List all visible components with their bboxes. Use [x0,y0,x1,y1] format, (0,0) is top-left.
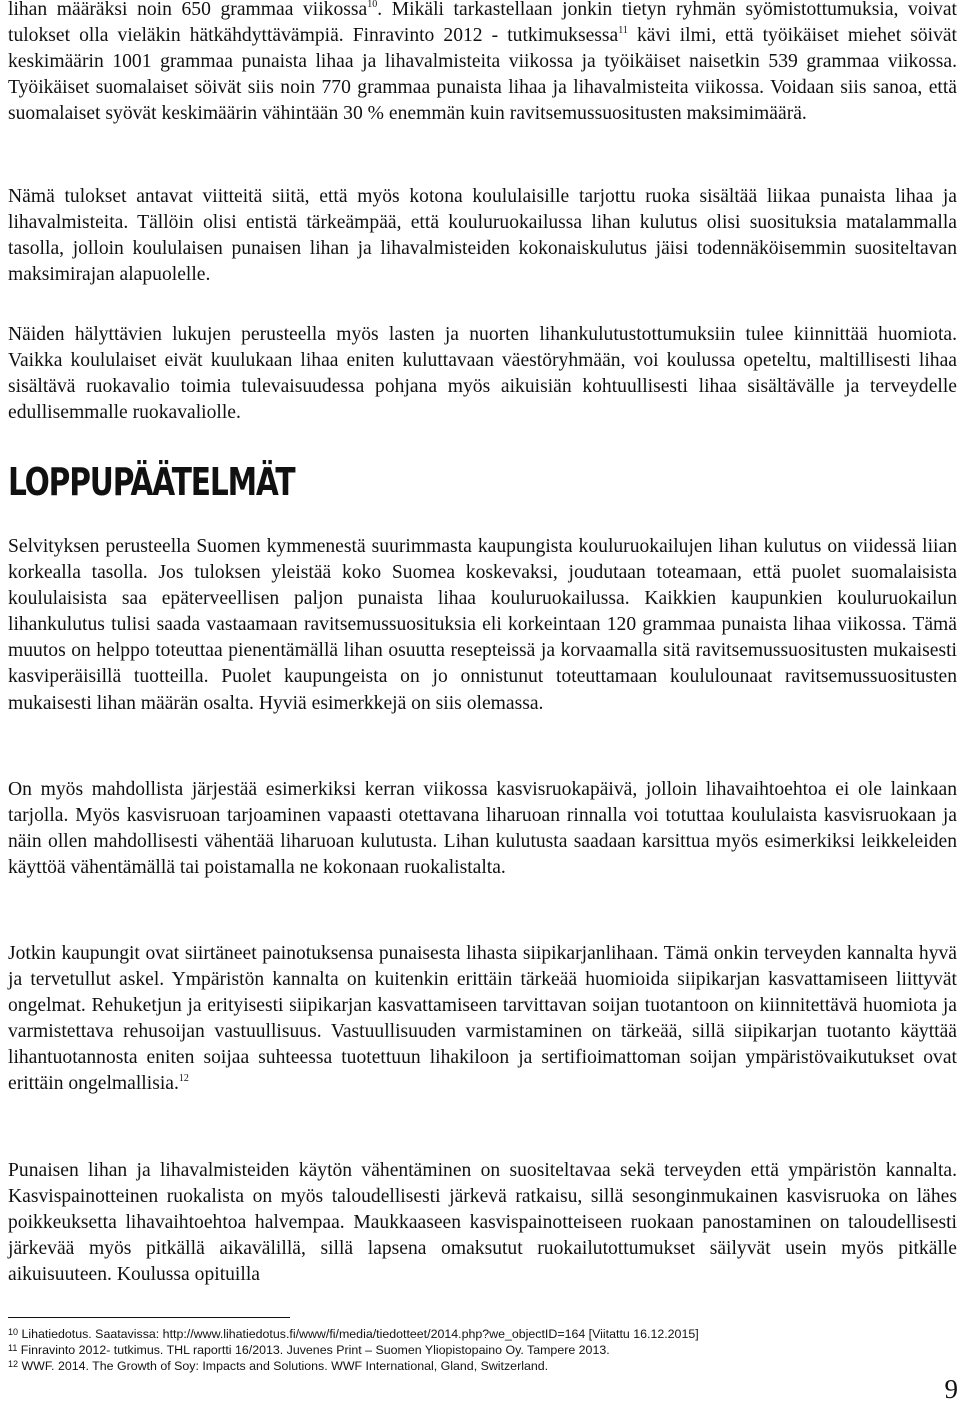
body-paragraph-poultry-soy [8,941,957,1098]
body-paragraph-home-food: Nämä tulokset antavat viitteitä siitä, että myös kotona koululaisille tarjottu ruoka sisältää liikaa punaista lihaa ja lihavalmisteita. Tällöin olisi entistä tärkeämpää, että kouluruokailussa lihan kulutus olisi suosituksia matalammalla tasolla, jolloin koululaisen punaisen lihan ja lihavalmisteiden kokonaiskulutus jäisi todennäköisemmin suositeltavan maksimirajan alapuolelle. [8,186,957,286]
paragraph-text: kävi ilmi, että työikäiset miehet söivät keskimäärin 1001 grammaa punaista lihaa ja lihavalmisteita viikossa ja työikäiset naisetkin 539 grammaa viikossa. Työikäiset suomalaiset söivät siis noin 770 grammaa punaista lihaa ja lihavalmisteita viikossa. Voidaan siis sanoa, että suomalaiset syövät keskimäärin vähintään 30 % enemmän kuin ravitsemussuositusten maksimimäärä. [8,25,958,125]
footnotes [8,1326,957,1375]
footnote-text: WWF. 2014. The Growth of Soy: Impacts and Solutions. WWF International, Gland, Switzerland. [21,1359,549,1374]
paragraph-text: Jotkin kaupungit ovat siirtäneet painotuksensa punaisesta lihasta siipikarjanlihaan. Tämä onkin terveyden kannalta hyvä ja tervetullut askel. Ympäristön kannalta on kuitenkin erittäin tärkeää huomioida siipikarjan kasvattamiseen liittyvät ongelmat. Rehuketjun ja erityisesti siipikarjan kasvattamiseen tarvittavan soijan tuotantoon on kiinnitettävä huomiota ja varmistettava rehusoijan vastuullisuus. Vastuullisuuden varmistaminen on tärkeää, sillä siipikarjan tuotanto käyttää lihantuotannosta eniten soijaa suhteessa tuotettuun lihakiloon ja sertifioimattoman soijan ympäristövaikutukset ovat erittäin ongelmallisia. [8,943,957,1095]
body-paragraph-vegetarian-day: On myös mahdollista järjestää esimerkiksi kerran viikossa kasvisruokapäivä, jolloin lihavaihtoehtoa ei ole lainkaan tarjolla. Myös kasvisruoan tarjoaminen vapaasti otettavana liharuoan rinnalla voi totuttaa koululaista kasvisruokaan ja näin ollen mahdollisesti vähentää liharuoan kulutusta. Lihan kulutusta saadaan karsittua myös esimerkiksi leikkeleiden käyttöä vähentämällä tai poistamalla ne kokonaan ruokalistalta. [8,779,957,879]
footnote-text: Finravinto 2012- tutkimus. THL raportti 16/2013. Juvenes Print – Suomen Yliopistopaino Oy. Tampere 2013. [20,1343,610,1358]
footnote-number: 10 [8,1327,19,1337]
footnote [8,1358,957,1374]
body-paragraph-conclusion: Punaisen lihan ja lihavalmisteiden käytön vähentäminen on suositeltavaa sekä terveyden että ympäristön kannalta. Kasvispainotteinen ruokalista on myös taloudellisesti järkevä ratkaisu, sillä sesonginmukainen kasvisruoka on lähes poikkeuksetta lihavaihtoehtoa halvempaa. Maukkaaseen kasvispainotteiseen ruokaan panostaminen on taloudellisesti järkevää myös pitkällä aikavälillä, sillä lapsena omaksutut ruokailutottumukset säilyvät usein myös pitkälle aikuisuuteen. Koulussa opituilla [8,1160,957,1286]
paragraph-text: . Mikäli tarkastellaan jonkin tietyn ryhmän syömistottumuksia, voivat tulokset olla vieläkin hätkähdyttävämpiä. Finravinto 2012 - tutkimuksessa [8,0,957,47]
footnote [8,1342,957,1358]
footnote-number: 11 [8,1343,18,1354]
body-paragraph-children-habits: Näiden hälyttävien lukujen perusteella myös lasten ja nuorten lihankulutustottumuksiin tulee kiinnittää huomiota. Vaikka koululaiset eivät kuulukaan lihaa eniten kuluttavaan väestöryhmään, voi koulussa opeteltu, maltillisesti lihaa sisältävä ruokavalio toimia tulevaisuudessa pohjana myös aikuisiän kohtuullisesti lihaa sisältävälle ja terveydelle edullisemmalle ruokavaliolle. [8,324,957,424]
body-paragraph-meat-consumption [8,0,957,127]
paragraph-text: lihan määräksi noin 650 grammaa viikossa [8,0,368,20]
footnote-reference: 10 [367,0,378,10]
footnote [8,1326,957,1342]
footnote-reference: 11 [618,25,628,37]
page-number: 9 [944,1374,958,1404]
footnote-text: Lihatiedotus. Saatavissa: http://www.lihatiedotus.fi/www/fi/media/tiedotteet/2014.php?we_objectID=164 [Viitattu 16.12.2015] [21,1327,699,1341]
footnote-divider [8,1317,290,1318]
footnote-reference: 12 [178,1073,189,1085]
body-paragraph-survey-results: Selvityksen perusteella Suomen kymmenestä suurimmasta kaupungista kouluruokailujen lihan kulutus on viidessä liian korkealla tasolla. Jos tuloksen yleistää koko Suomea koskevaksi, joudutaan toteamaan, että puolet suomalaisista koululaisista saa epäterveellisen paljon punaista lihaa kouluruokailussa. Kaikkien kaupunkien kouluruokailun lihankulutus tulisi saada vastaamaan ravitsemussuosituksia eli korkeintaan 120 grammaa punaista lihaa viikossa. Tämä muutos on helppo toteuttaa pienentämällä lihan osuutta resepteissä ja korvaamalla sitä ravitsemussuositusten mukaisesti kasviperäisillä tuotteilla. Puolet kaupungeista on jo onnistunut toteuttamaan koululounaat ravitsemussuositusten mukaisesti lihan määrän osalta. Hyviä esimerkkejä on siis olemassa. [8,536,957,714]
footnote-number: 12 [8,1359,19,1370]
section-heading: LOPPUPÄÄTELMÄT [8,460,295,504]
